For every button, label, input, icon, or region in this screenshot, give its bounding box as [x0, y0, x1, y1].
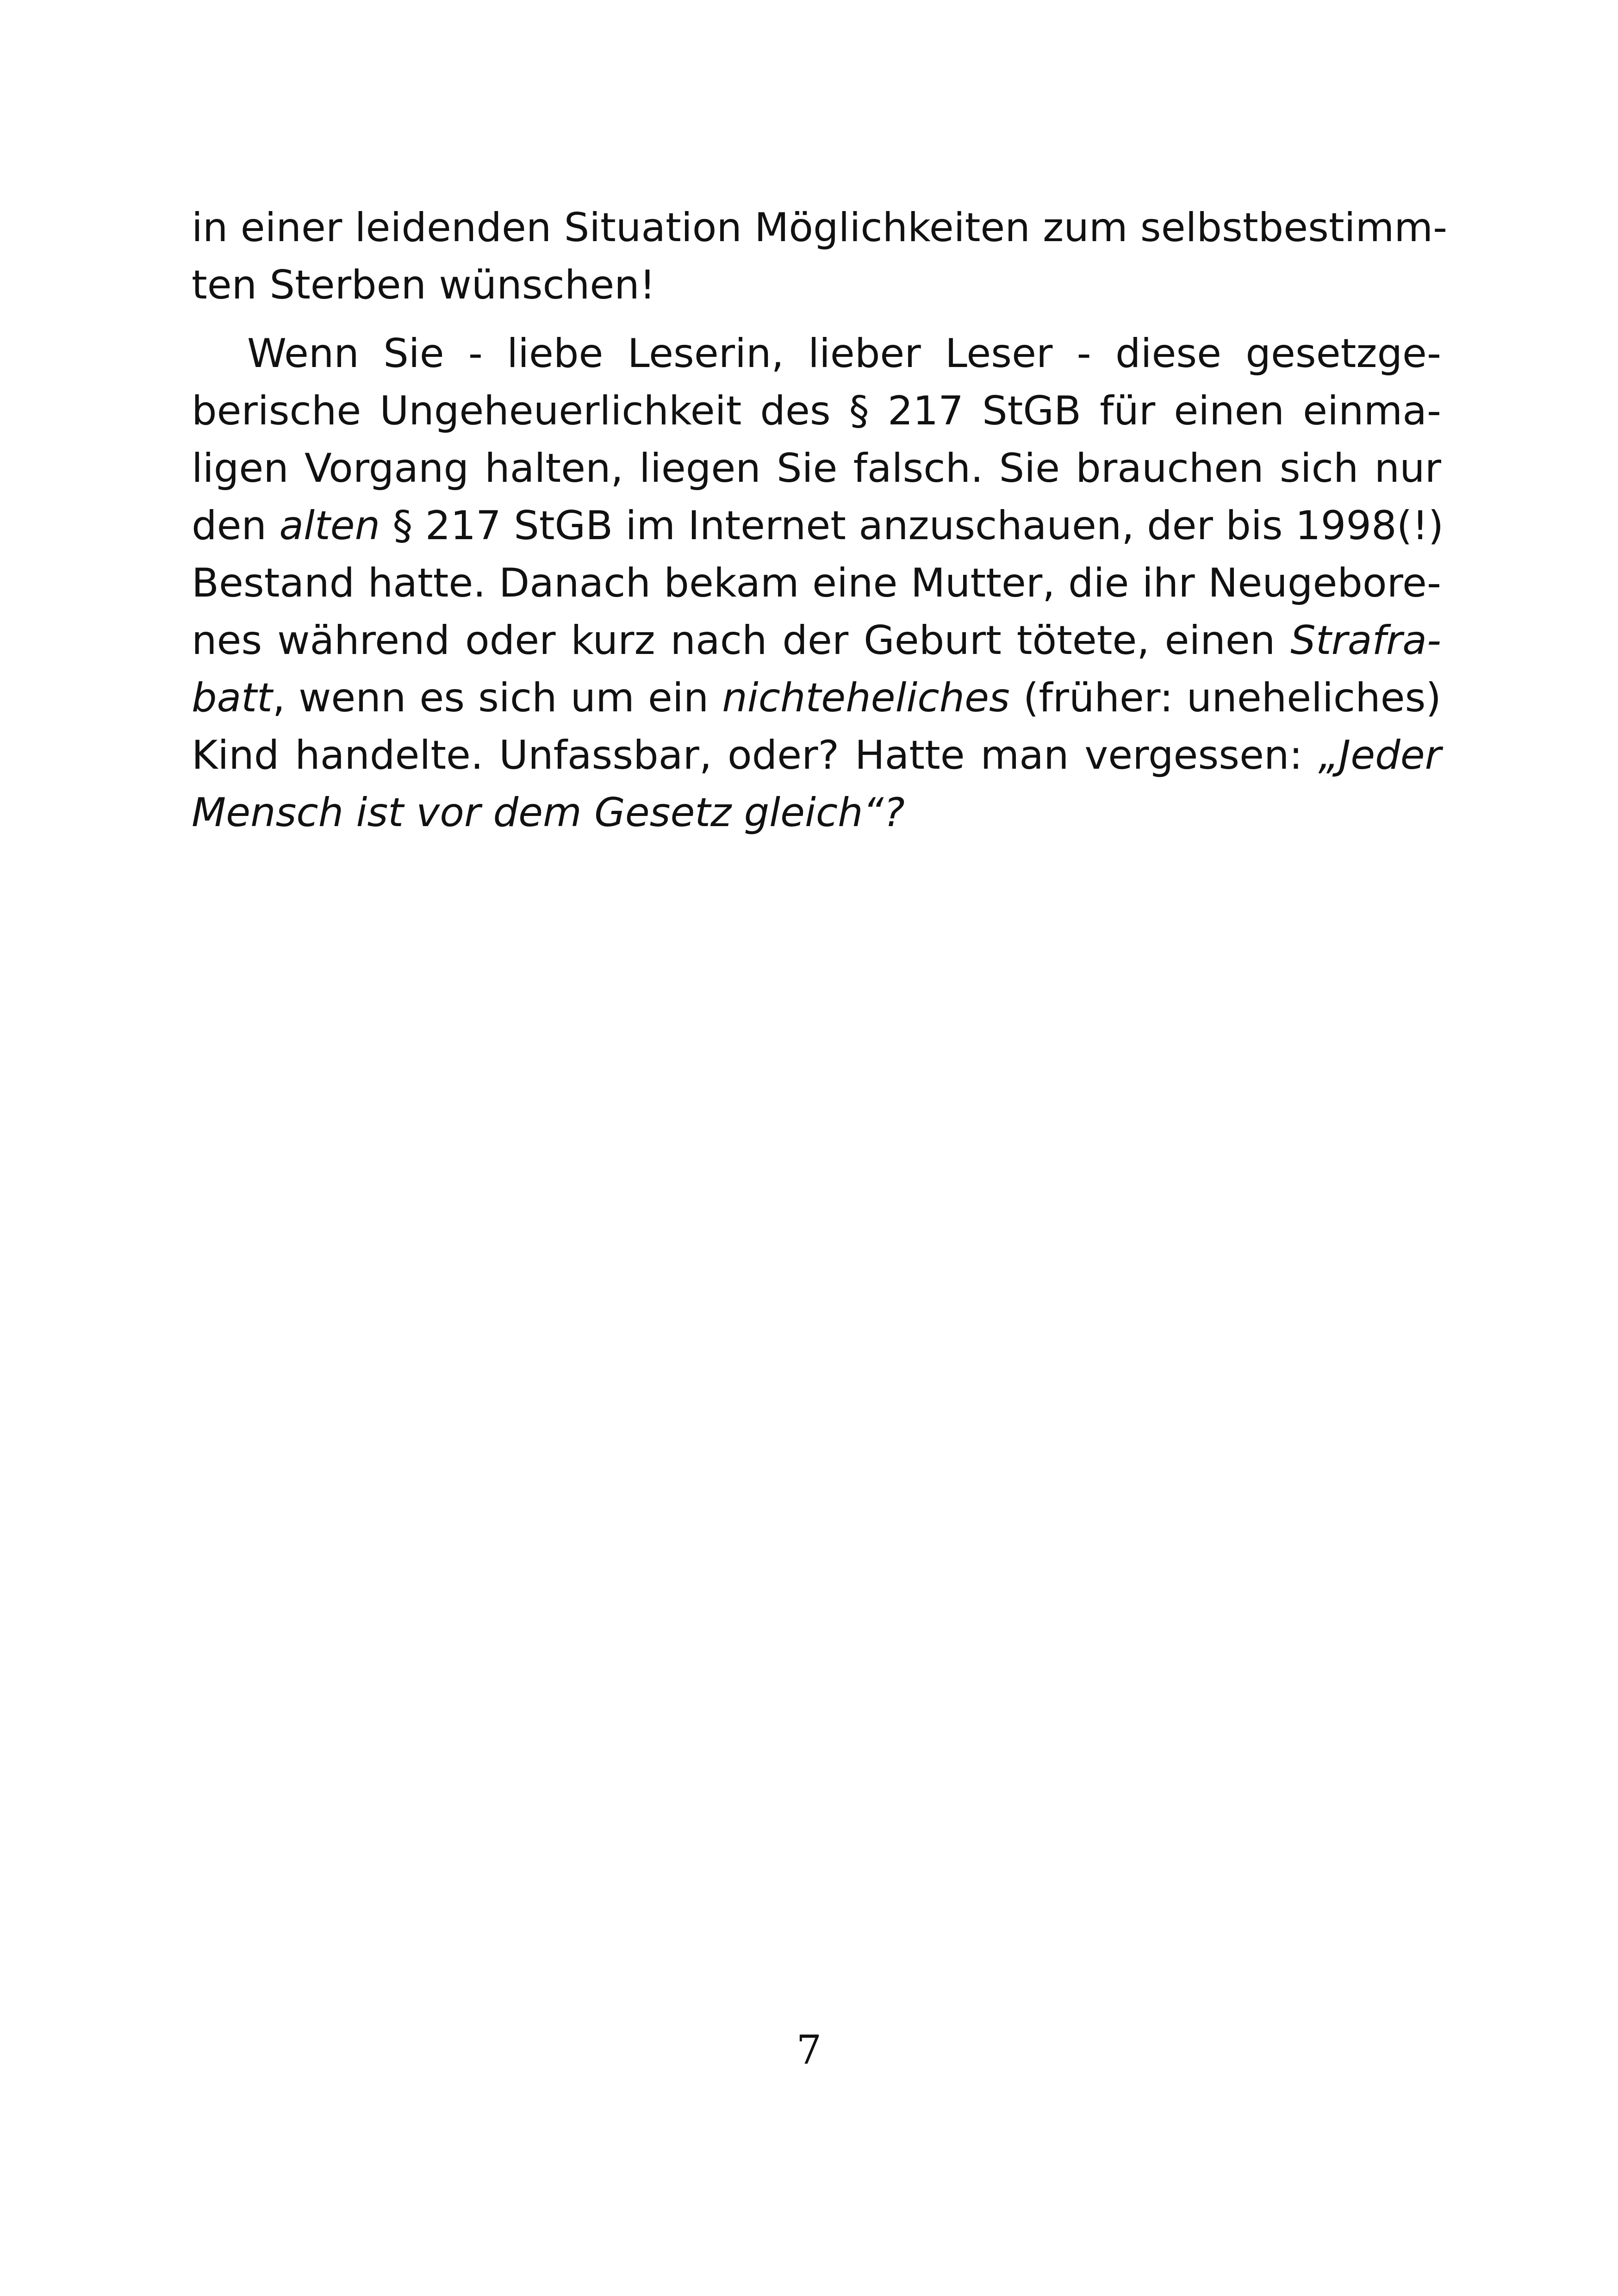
paragraph-gap [192, 314, 1441, 325]
page-number: 7 [796, 2027, 822, 2073]
text-line [192, 784, 1441, 841]
text-line: berische Ungeheuerlichkeit des § 217 StGB für einen einma- [192, 388, 1441, 434]
emphasis: nichteheliches [722, 675, 1010, 721]
emphasis: „Jeder [1318, 732, 1441, 778]
text-line: batt, wenn es sich um ein nichteheliches (früher: uneheliches) [192, 675, 1441, 721]
text-line: nes während oder kurz nach der Geburt tötete, einen Strafra- [192, 617, 1441, 664]
emphasis: Strafra- [1290, 617, 1441, 664]
body-text [192, 199, 1448, 841]
text-line: Kind handelte. Unfassbar, oder? Hatte man vergessen: „Jeder [192, 732, 1441, 778]
text-line: ten Sterben wünschen! [192, 262, 656, 308]
text-line: in einer leidenden Situation Möglichkeiten zum selbstbestimm- [192, 205, 1448, 251]
text-line: ligen Vorgang halten, liegen Sie falsch. Sie brauchen sich nur [192, 445, 1441, 492]
text-line: Wenn Sie - liebe Leserin, lieber Leser - diese gesetzge- [247, 330, 1441, 377]
emphasis: “? [863, 790, 905, 836]
emphasis: batt [192, 675, 273, 721]
text-line: Bestand hatte. Danach bekam eine Mutter, die ihr Neugebore- [192, 560, 1441, 606]
emphasis: alten [279, 503, 380, 549]
text-line: den alten § 217 StGB im Internet anzuschauen, der bis 1998(!) [192, 503, 1444, 549]
emphasis: Mensch ist vor dem Gesetz gleich [192, 790, 863, 836]
